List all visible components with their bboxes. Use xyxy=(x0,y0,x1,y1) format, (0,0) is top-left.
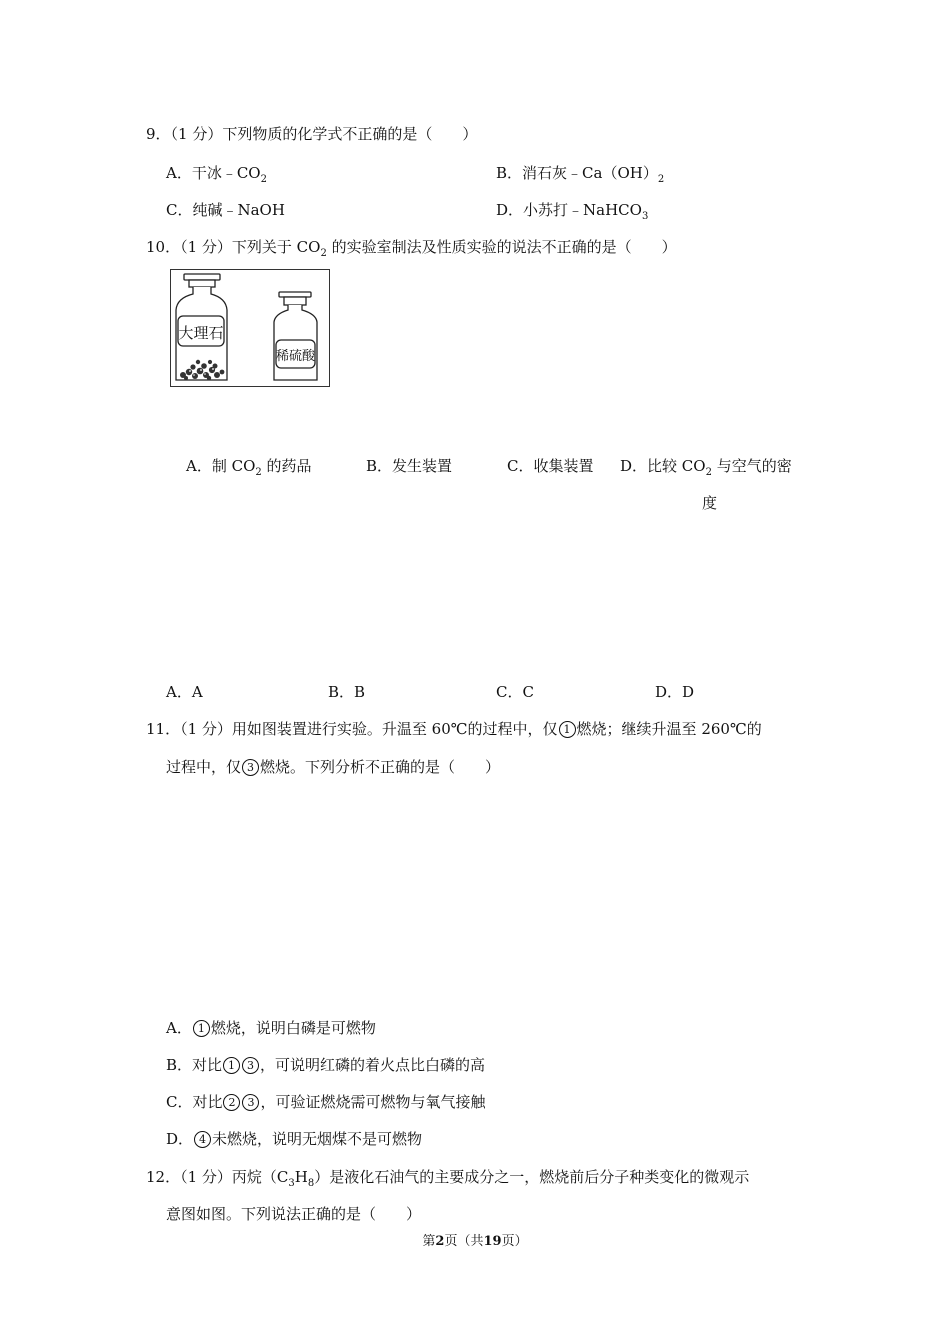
q9-option-d: D．小苏打﹣NaHCO$_3$ xyxy=(496,201,649,222)
acid-bottle xyxy=(274,292,317,380)
q10-answer-a: A．A xyxy=(166,683,203,701)
q10-label-d-continued: 度 xyxy=(702,494,718,512)
q12-stem-line1: 12．（1 分）丙烷$(C_3H_8)$是液化石油气的主要成分之一，燃烧前后分子种类变化的微观示 xyxy=(146,1168,750,1189)
circled-number: 1 xyxy=(193,1020,210,1037)
q10-label-b: B．发生装置 xyxy=(366,457,453,475)
q10-answer-d: D．D xyxy=(655,683,695,701)
q9-option-b: B．消石灰$﹣Ca(OH)_2$ xyxy=(496,164,665,185)
q10-stem: 10．（1 分）下列关于 $CO_2$ 的实验室制法及性质实验的说法不正确的是（ ） xyxy=(146,238,677,259)
q9-option-c: C．纯碱﹣NaOH xyxy=(166,201,285,219)
circled-number: 1 xyxy=(223,1057,240,1074)
q9-stem: 9．（1 分）下列物质的化学式不正确的是（ ） xyxy=(146,125,478,143)
circled-number: 3 xyxy=(242,1057,259,1074)
svg-text:稀硫酸: 稀硫酸 xyxy=(275,349,316,364)
marble-bottle xyxy=(176,274,227,380)
q9-option-a: A．干冰$﹣CO_2$ xyxy=(166,164,267,185)
q11-option-b: B．对比 1 3 ，可说明红磷的着火点比白磷的高 xyxy=(166,1056,486,1074)
q11-option-a: A． 1 燃烧，说明白磷是可燃物 xyxy=(166,1019,376,1037)
circled-number: 3 xyxy=(242,759,259,776)
q10-answer-c: C．C xyxy=(496,683,534,701)
q11-stem-line1: 11．（1 分）用如图装置进行实验。升温至 60℃的过程中，仅 1 燃烧；继续升温至 260℃的 xyxy=(146,720,762,738)
circled-number: 1 xyxy=(559,721,576,738)
circled-number: 3 xyxy=(242,1094,259,1111)
circled-number: 4 xyxy=(194,1131,211,1148)
q11-stem-line2: 过程中，仅 3 燃烧。下列分析不正确的是（ ） xyxy=(166,758,501,776)
q10-label-c: C．收集装置 xyxy=(507,457,594,475)
svg-text:大理石: 大理石 xyxy=(178,324,224,342)
reagent-bottles-figure xyxy=(170,269,330,387)
reagent-bottles-illustration xyxy=(171,270,329,386)
q10-answer-b: B．B xyxy=(328,683,366,701)
q10-label-d: D．比较 $CO_2$ 与空气的密 xyxy=(620,457,792,478)
page-footer: 第2页（共19页） xyxy=(422,1234,528,1249)
circled-number: 2 xyxy=(223,1094,240,1111)
q10-label-a: A．制 $CO_2$ 的药品 xyxy=(186,457,312,478)
q11-option-c: C．对比 2 3 ，可验证燃烧需可燃物与氧气接触 xyxy=(166,1093,486,1111)
q11-option-d: D． 4 未燃烧，说明无烟煤不是可燃物 xyxy=(166,1130,423,1148)
q12-stem-line2: 意图如图。下列说法正确的是（ ） xyxy=(166,1205,422,1223)
